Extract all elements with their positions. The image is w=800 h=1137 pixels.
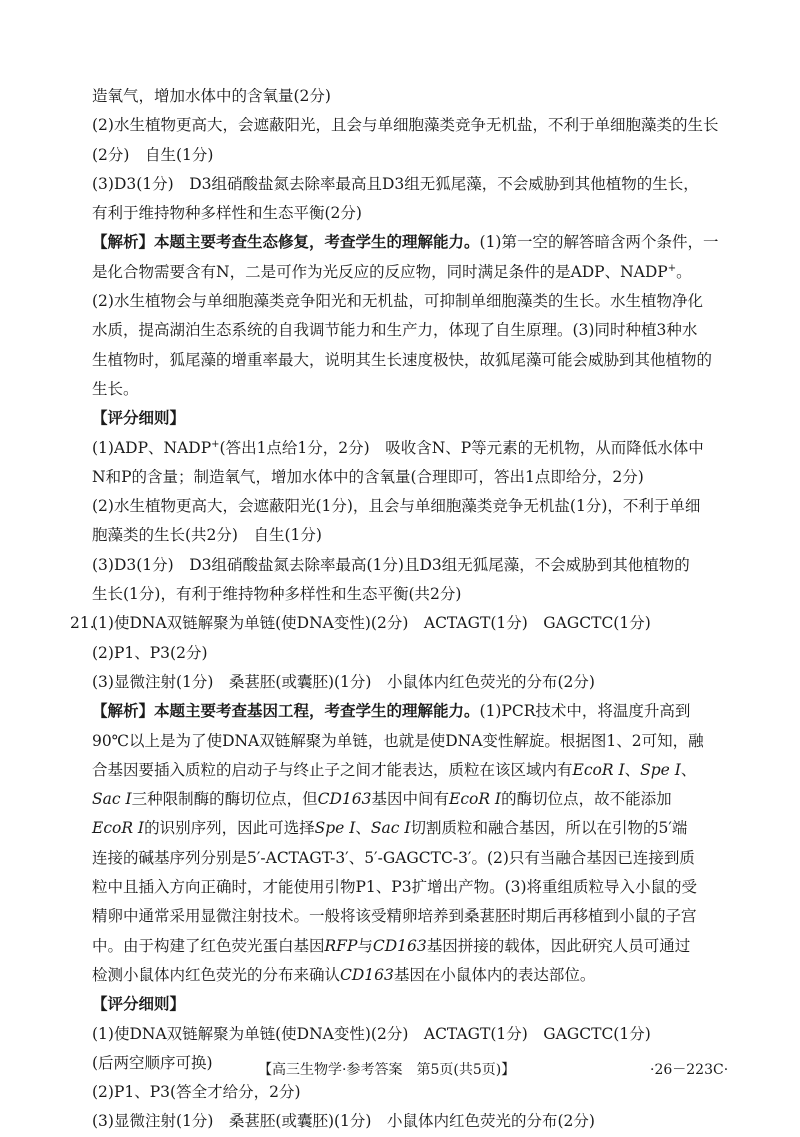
text-line: (3)显微注射(1分) 桑葚胚(或囊胚)(1分) 小鼠体内红色荧光的分布(2分): [92, 1112, 595, 1131]
text-line: 是化合物需要含有N，二是可作为光反应的反应物，同时满足条件的是ADP、NADP+。: [92, 262, 692, 281]
text-line: 粒中且插入方向正确时，才能使用引物P1、P3扩增出产物。(3)将重组质粒导入小鼠的受: [92, 878, 698, 897]
text-line: (2)P1、P3(答全才给分，2分): [92, 1083, 301, 1102]
text-line: (2)水生植物更高大，会遮蔽阳光，且会与单细胞藻类竞争无机盐，不利于单细胞藻类的生长: [92, 116, 719, 135]
analysis-line: 【解析】本题主要考查生态修复，考查学生的理解能力。(1)第一空的解答暗含两个条件，一: [92, 233, 719, 252]
question-number: 21.: [70, 614, 95, 633]
footer-code: ·26－223C·: [650, 1062, 729, 1078]
text-line: 水质，提高湖泊生态系统的自我调节能力和生产力，体现了自生原理。(3)同时种植3种水: [92, 321, 698, 340]
scoring-heading: 【评分细则】: [92, 995, 186, 1014]
text-line: (2分) 自生(1分): [92, 145, 214, 164]
text-line: (3)D3(1分) D3组硝酸盐氮去除率最高(1分)且D3组无狐尾藻，不会威胁到其他植物的: [92, 555, 690, 574]
analysis-heading: 【解析】本题主要考查生态修复，考查学生的理解能力。: [92, 233, 480, 252]
text-line: 精卵中通常采用显微注射技术。一般将该受精卵培养到桑葚胚时期后再移植到小鼠的子宫: [92, 907, 697, 926]
question-21-line: 21. (1)使DNA双链解聚为单链(使DNA变性)(2分) ACTAGT(1分) GAGCTC(1分): [92, 609, 734, 638]
text-line: (3)显微注射(1分) 桑葚胚(或囊胚)(1分) 小鼠体内红色荧光的分布(2分): [92, 672, 595, 691]
text-line: 生长(1分)，有利于维持物种多样性和生态平衡(共2分): [92, 585, 462, 604]
text-line: 生植物时，狐尾藻的增重率最大，说明其生长速度极快，故狐尾藻可能会威胁到其他植物的: [92, 350, 713, 369]
text-line: 造氧气，增加水体中的含氧量(2分): [92, 87, 331, 105]
page-footer: [0, 1056, 800, 1080]
text-line: 有利于维持物种多样性和生态平衡(2分): [92, 204, 362, 223]
text-line: (2)P1、P3(2分): [92, 643, 208, 662]
text-line: N和P的含量；制造氧气，增加水体中的含氧量(合理即可，答出1点即给分，2分): [92, 467, 644, 486]
text-line: 生长。: [92, 379, 139, 398]
footer-page-info: 【高三生物学·参考答案 第5页(共5页)】: [258, 1062, 516, 1078]
text-line: (1)ADP、NADP+(答出1点给1分，2分) 吸收含N、P等元素的无机物，从而降低水体中: [92, 438, 704, 457]
analysis-line: 【解析】本题主要考查基因工程，考查学生的理解能力。(1)PCR技术中，将温度升高到: [92, 702, 691, 721]
text-line: (1)使DNA双链解聚为单链(使DNA变性)(2分) ACTAGT(1分) GAGCTC(1分): [92, 1024, 651, 1043]
text-line: (后两空顺序可换): [92, 1053, 213, 1072]
text-line: (2)水生植物更高大，会遮蔽阳光(1分)，且会与单细胞藻类竞争无机盐(1分)，不利于单细: [92, 497, 701, 516]
text-line: Sac Ⅰ三种限制酶的酶切位点，但CD163基因中间有EcoR Ⅰ的酶切位点，故不能添加: [92, 790, 672, 809]
text-line: (2)水生植物会与单细胞藻类竞争阳光和无机盐，可抑制单细胞藻类的生长。水生植物净化: [92, 292, 703, 311]
text-line: 中。由于构建了红色荧光蛋白基因RFP与CD163基因拼接的载体，因此研究人员可通过: [92, 936, 691, 955]
text-line: 连接的碱基序列分别是5′-ACTAGT-3′、5′-GAGCTC-3′。(2)只有当融合基因已连接到质: [92, 848, 695, 867]
text-line: 90℃以上是为了使DNA双链解聚为单链，也就是使DNA变性解旋。根据图1、2可知，融: [92, 731, 704, 750]
text-line: EcoR Ⅰ的识别序列，因此可选择Spe Ⅰ、Sac Ⅰ切割质粒和融合基因，所以在引物的5′端: [92, 819, 688, 838]
text-line: 胞藻类的生长(共2分) 自生(1分): [92, 526, 322, 545]
analysis-heading: 【解析】本题主要考查基因工程，考查学生的理解能力。: [92, 702, 480, 721]
scoring-heading: 【评分细则】: [92, 409, 186, 428]
text-line: 检测小鼠体内红色荧光的分布来确认CD163基因在小鼠体内的表达部位。: [92, 965, 596, 984]
text-line: 合基因要插入质粒的启动子与终止子之间才能表达，质粒在该区域内有EcoR Ⅰ、Spe Ⅰ、: [92, 760, 697, 779]
text-line: (3)D3(1分) D3组硝酸盐氮去除率最高且D3组无狐尾藻，不会威胁到其他植物的生长，: [92, 174, 699, 193]
